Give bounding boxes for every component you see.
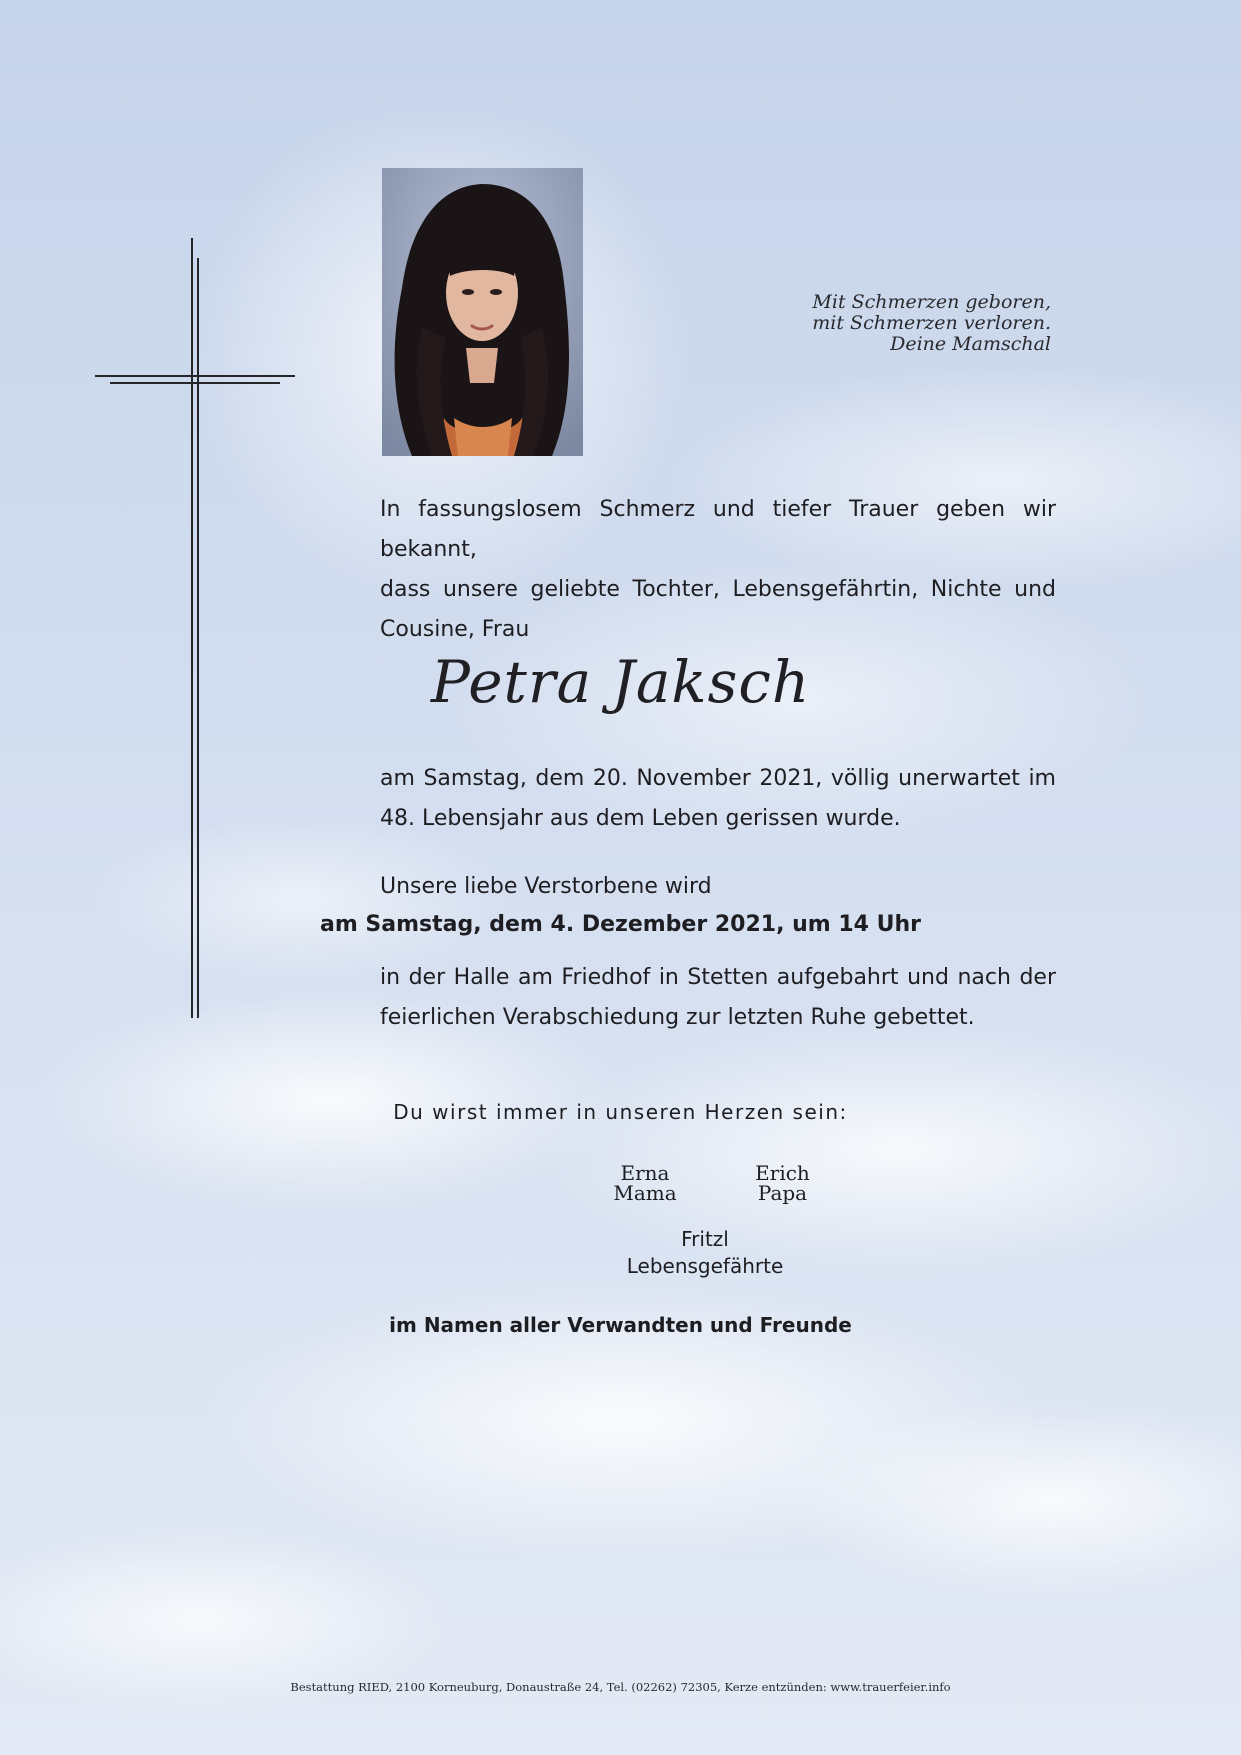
- funeral-line: in der Halle am Friedhof in Stetten aufgebahrt und nach der: [380, 965, 1056, 990]
- mourner-name: Erich: [755, 1161, 810, 1185]
- announcement-intro: [380, 490, 1056, 650]
- lying-intro: [380, 867, 1056, 907]
- funeral-location: [380, 958, 1056, 1038]
- death-notice-line: 48. Lebensjahr aus dem Leben gerissen wurde.: [380, 806, 901, 831]
- motto-verse: [651, 292, 1051, 355]
- mourner-relation: Lebensgefährte: [626, 1254, 784, 1278]
- mourner-name: Fritzl: [681, 1227, 729, 1251]
- funeral-home-footer: Bestattung RIED, 2100 Korneuburg, Donaustraße 24, Tel. (02262) 72305, Kerze entzünden: www.trauerfeier.info: [290, 1680, 951, 1694]
- lying-intro-line: Unsere liebe Verstorbene wird: [380, 874, 712, 899]
- mourner-fritzl: [620, 1225, 790, 1279]
- portrait-photo: [382, 168, 583, 456]
- signature-line: im Namen aller Verwandten und Freunde: [389, 1313, 852, 1337]
- deceased-name: Petra Jaksch: [430, 648, 811, 716]
- closing-line: Du wirst immer in unseren Herzen sein:: [393, 1100, 848, 1124]
- motto-signature: Deine Mamschal: [890, 333, 1051, 355]
- mourner-relation: Mama: [613, 1181, 677, 1205]
- motto-line: Mit Schmerzen geboren,: [812, 291, 1051, 313]
- mourner-erna: [610, 1163, 680, 1203]
- mourner-relation: Papa: [757, 1181, 808, 1205]
- death-notice: [380, 759, 1056, 839]
- intro-line: In fassungslosem Schmerz und tiefer Trauer geben wir bekannt,: [380, 497, 1056, 562]
- funeral-date: am Samstag, dem 4. Dezember 2021, um 14 Uhr: [320, 912, 921, 937]
- motto-line: mit Schmerzen verloren.: [812, 312, 1051, 334]
- mourner-erich: [745, 1163, 820, 1203]
- mourner-name: Erna: [620, 1161, 670, 1185]
- funeral-line: feierlichen Verabschiedung zur letzten Ruhe gebettet.: [380, 1005, 975, 1030]
- intro-line: Cousine, Frau: [380, 617, 530, 642]
- intro-line: dass unsere geliebte Tochter, Lebensgefährtin, Nichte und: [380, 577, 1056, 602]
- death-notice-line: am Samstag, dem 20. November 2021, völlig unerwartet im: [380, 766, 1056, 791]
